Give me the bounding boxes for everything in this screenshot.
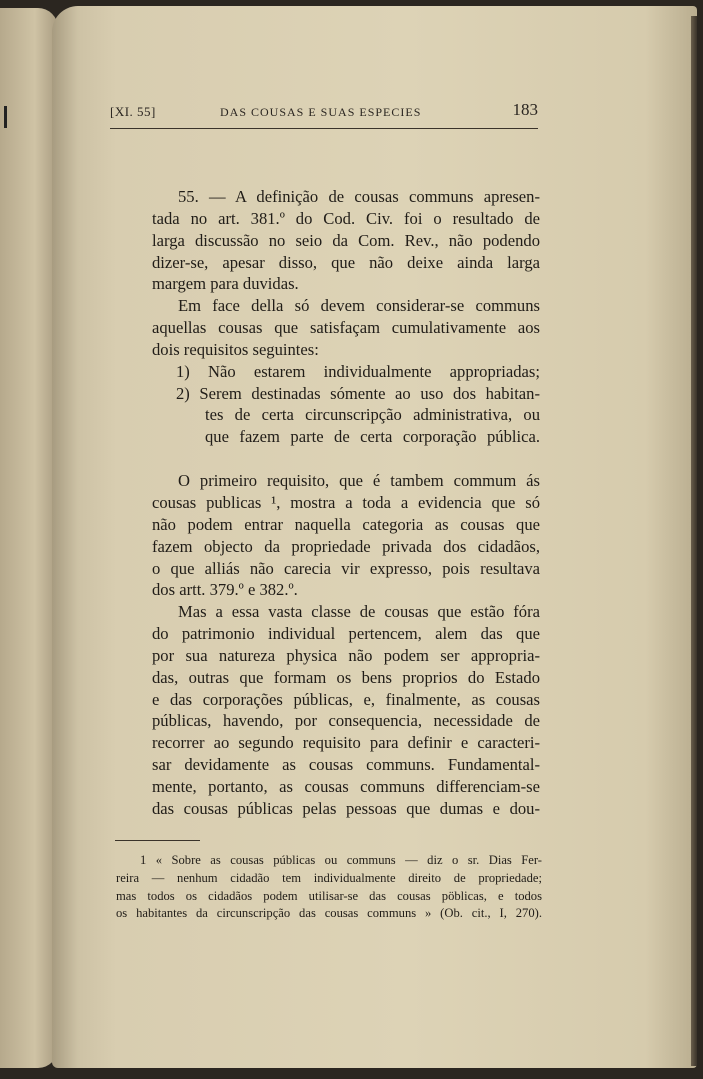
- footnote-line: reira — nenhum cidadão tem individualmente direito de propriedade;: [116, 870, 542, 885]
- text-line: larga discussão no seio da Com. Rev., não podendo: [152, 230, 540, 250]
- footnote: [116, 852, 542, 923]
- text-line: 55. — A definição de cousas communs apresen-: [178, 187, 540, 206]
- text-line: Em face della só devem considerar-se communs: [178, 296, 540, 316]
- text-line: aquellas cousas que satisfaçam cumulativamente aos: [152, 318, 540, 338]
- list-item: 2) Serem destinadas sómente ao uso dos habitan-: [176, 383, 540, 403]
- text-line: sar devidamente as cousas communs. Fundamental-: [152, 755, 540, 775]
- facing-page-bracket: [4, 106, 7, 128]
- text-line: recorrer ao segundo requisito para definir e caracteri-: [152, 733, 540, 753]
- page-edge-shadow: [691, 16, 697, 1066]
- page-number: 183: [512, 100, 538, 119]
- text-line: fazem objecto da propriedade privada dos cidadãos,: [152, 536, 540, 556]
- footnote-rule: [115, 840, 200, 841]
- footnote-line: os habitantes da circunscripção das cousas communs » (Ob. cit., I, 270).: [116, 906, 542, 921]
- text-line: margem para duvidas.: [152, 274, 299, 294]
- text-line: dos artt. 379.º e 382.º.: [152, 580, 298, 600]
- footnote-line: 1 « Sobre as cousas públicas ou communs — diz o sr. Dias Fer-: [140, 853, 542, 867]
- list-item: 1) Não estarem individualmente appropriadas;: [176, 361, 540, 381]
- chapter-title: DAS COUSAS E SUAS ESPECIES: [220, 105, 422, 119]
- text-line: públicas, havendo, por consequencia, necessidade de: [152, 711, 540, 731]
- list-item-continuation: que fazem parte de certa corporação pública.: [205, 427, 540, 447]
- text-line: do patrimonio individual pertencem, alem das que: [152, 624, 540, 644]
- text-line: mente, portanto, as cousas communs differenciam-se: [152, 776, 540, 796]
- text-line: das, outras que formam os bens proprios do Estado: [152, 667, 540, 687]
- text-line: cousas publicas ¹, mostra a toda a evidencia que só: [152, 492, 540, 512]
- text-line: Mas a essa vasta classe de cousas que estão fóra: [178, 602, 540, 622]
- running-header: [110, 100, 538, 126]
- footnote-line: mas todos os cidadãos podem utilisar-se das cousas pöblicas, e todos: [116, 888, 542, 903]
- facing-page-edge: [0, 8, 58, 1068]
- section-reference: [XI. 55]: [110, 104, 156, 119]
- text-line: não podem entrar naquella categoria as cousas que: [152, 514, 540, 534]
- text-line: tada no art. 381.º do Cod. Civ. foi o resultado de: [152, 208, 540, 228]
- text-line: O primeiro requisito, que é tambem commum ás: [178, 471, 540, 491]
- main-text: [152, 186, 540, 820]
- text-line: por sua natureza physica não podem ser appropria-: [152, 645, 540, 665]
- text-line: dois requisitos seguintes:: [152, 339, 319, 359]
- list-item-continuation: tes de certa circunscripção administrativa, ou: [205, 405, 540, 425]
- text-line: o que alliás não carecia vir expresso, pois resultava: [152, 558, 540, 578]
- text-line: dizer-se, apesar disso, que não deixe ainda larga: [152, 252, 540, 272]
- header-rule: [110, 128, 538, 129]
- text-line: das cousas públicas pelas pessoas que dumas e dou-: [152, 798, 540, 818]
- paragraph-gap: [152, 448, 540, 470]
- text-line: e das corporações públicas, e, finalmente, as cousas: [152, 689, 540, 709]
